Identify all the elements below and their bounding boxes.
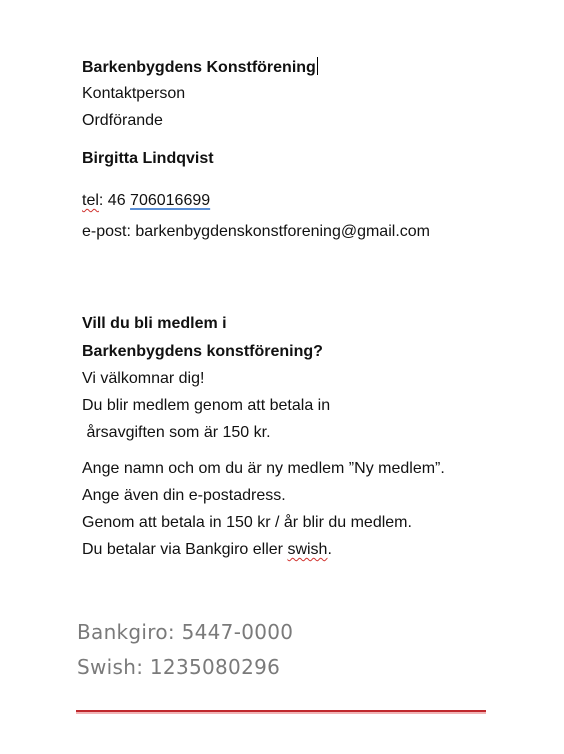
red-horizontal-rule [76,710,486,714]
bankgiro-number: Bankgiro: 5447-0000 [77,620,294,644]
membership-heading-line-1: Vill du bli medlem i [82,315,227,332]
phone-prefix: : 46 [98,192,131,209]
instruction-line-2: Ange även din e-postadress. [82,487,286,504]
membership-heading-line-2: Barkenbygdens konstförening? [82,343,323,360]
fee-text-line-1: Du blir medlem genom att betala in [82,397,331,414]
phone-number: 706016699 [130,192,211,209]
organization-heading[interactable] [82,57,318,78]
contact-label: Kontaktperson [82,85,186,102]
instruction-line-4-prefix: Du betalar via Bankgiro eller [82,541,288,558]
fee-text-line-2: årsavgiften som är 150 kr. [82,424,271,441]
instruction-line-3: Genom att betala in 150 kr / år blir du medlem. [82,514,412,531]
text-cursor [317,57,318,75]
swish-word: swish [287,541,328,558]
instruction-line-1: Ange namn och om du är ny medlem ”Ny medlem”. [82,460,445,477]
welcome-text: Vi välkomnar dig! [82,370,205,387]
instruction-line-4 [82,540,332,560]
phone-line [82,191,210,211]
swish-number: Swish: 1235080296 [77,655,281,679]
role-label: Ordförande [82,112,163,129]
instruction-line-4-suffix: . [327,541,332,558]
email-line: e-post: barkenbygdenskonstforening@gmail.com [82,223,430,240]
contact-name: Birgitta Lindqvist [82,150,214,167]
phone-label: tel [82,192,99,209]
organization-name: Barkenbygdens Konstförening [82,59,316,76]
